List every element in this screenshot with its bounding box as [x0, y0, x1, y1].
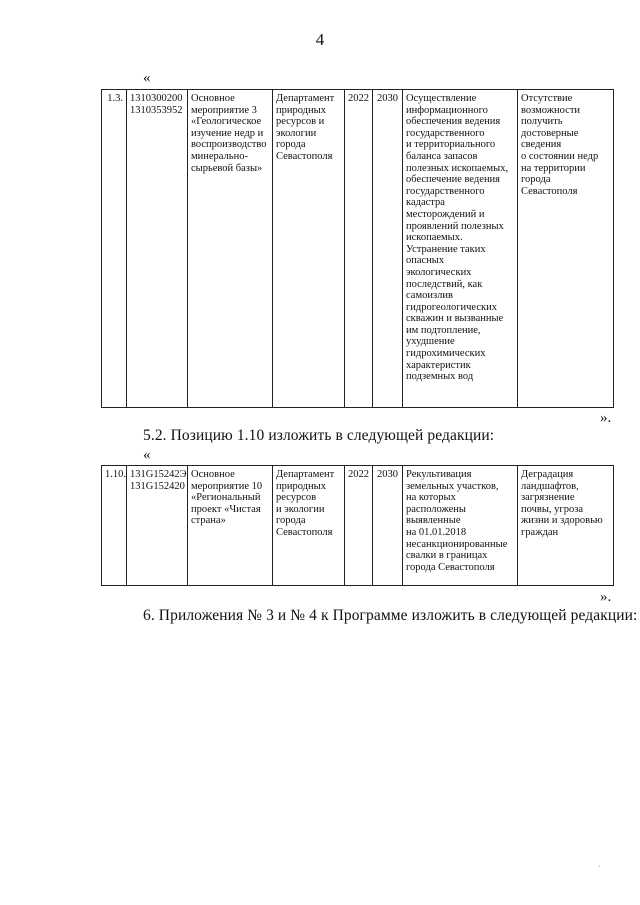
cell-line: 131G152420: [130, 480, 185, 492]
cell-line: получить: [521, 116, 563, 128]
heading-6: 6. Приложения № 3 и № 4 к Программе изложить в следующей редакции:: [143, 607, 638, 624]
cell-line: Севастополя: [276, 526, 333, 538]
cell-year-start: 2022: [345, 90, 373, 408]
cell-line: города: [521, 174, 551, 186]
cell-line: загрязнение: [521, 492, 575, 504]
open-quote-1: «: [143, 70, 151, 86]
cell-line: ландшафтов,: [521, 480, 579, 492]
cell-line: им подтопление,: [406, 324, 481, 336]
cell-line: и экологии: [276, 503, 325, 515]
cell-year-end: 2030: [373, 466, 403, 586]
cell-line: изучение недр и: [191, 127, 264, 139]
close-quote-1: ».: [600, 410, 612, 426]
table-row: [102, 466, 614, 586]
cell-line: сырьевой базы»: [191, 162, 263, 174]
cell-line: Департамент: [276, 93, 335, 104]
cell-line: природных: [276, 480, 326, 492]
cell-line: мероприятие 3: [191, 104, 257, 116]
cell-line: гидрохимических: [406, 348, 486, 360]
cell-line: достоверные: [521, 127, 579, 139]
cell-line: мероприятие 10: [191, 480, 263, 492]
cell-line: проявлений полезных: [406, 220, 504, 232]
cell-line: Департамент: [276, 469, 335, 480]
cell-line: Устранение таких: [406, 243, 486, 255]
close-quote-2: ».: [600, 589, 612, 605]
cell-line: опасных: [406, 255, 445, 267]
cell-result: [403, 466, 518, 586]
cell-line: возможности: [521, 104, 581, 116]
cell-line: обеспечения ведения: [406, 116, 501, 128]
cell-line: государственного: [406, 185, 485, 197]
cell-year-start: 2022: [345, 466, 373, 586]
cell-line: Деградация: [521, 469, 574, 480]
cell-line: Основное: [191, 469, 235, 480]
cell-line: города Севастополя: [406, 561, 495, 573]
cell-line: баланса запасов: [406, 150, 478, 162]
cell-codes: [127, 466, 188, 586]
table-row: [102, 90, 614, 408]
cell-line: Рекультивация: [406, 469, 472, 480]
open-quote-2: «: [143, 447, 151, 463]
cell-line: свалки в границах: [406, 550, 488, 562]
cell-line: Севастополя: [521, 185, 578, 197]
cell-risk: [518, 466, 614, 586]
cell-line: и территориального: [406, 139, 496, 151]
cell-line: последствий, как: [406, 278, 483, 290]
cell-line: расположены: [406, 503, 466, 515]
scan-speck: ·: [598, 862, 601, 871]
cell-line: 1310353952: [130, 104, 183, 116]
cell-line: Отсутствие: [521, 93, 573, 104]
cell-line: Осуществление: [406, 93, 477, 104]
cell-line: ресурсов и: [276, 116, 325, 128]
cell-codes: [127, 90, 188, 408]
table-position-1-3: [101, 89, 614, 408]
cell-line: характеристик: [406, 359, 471, 371]
cell-line: государственного: [406, 127, 485, 139]
cell-line: информационного: [406, 104, 488, 116]
cell-line: страна»: [191, 515, 226, 527]
cell-line: «Региональный: [191, 492, 261, 504]
cell-line: на 01.01.2018: [406, 526, 467, 538]
cell-line: почвы, угроза: [521, 503, 584, 515]
cell-line: «Геологическое: [191, 116, 262, 128]
cell-num: 1.3.: [102, 90, 127, 408]
cell-line: экологических: [406, 266, 472, 278]
page-number: 4: [315, 30, 325, 49]
cell-num: 1.10.: [102, 466, 127, 586]
cell-risk: [518, 90, 614, 408]
cell-line: города: [276, 139, 306, 151]
cell-line: ископаемых.: [406, 232, 463, 244]
cell-line: месторождений и: [406, 208, 485, 220]
cell-line: выявленные: [406, 515, 461, 527]
cell-line: экологии: [276, 127, 317, 139]
cell-event: [188, 466, 273, 586]
cell-line: на которых: [406, 492, 456, 504]
cell-result: [403, 90, 518, 408]
heading-5-2: 5.2. Позицию 1.10 изложить в следующей редакции:: [143, 427, 495, 444]
cell-line: жизни и здоровью: [521, 515, 603, 527]
cell-line: полезных ископаемых,: [406, 162, 509, 174]
cell-line: сведения: [521, 139, 562, 151]
cell-dept: [273, 90, 345, 408]
cell-line: гидрогеологических: [406, 301, 497, 313]
cell-line: воспроизводство: [191, 139, 267, 151]
cell-line: минерально-: [191, 150, 248, 162]
cell-line: 1310300200: [130, 93, 183, 104]
cell-line: земельных участков,: [406, 480, 499, 492]
cell-line: несанкционированные: [406, 538, 508, 550]
cell-line: скважин и вызванные: [406, 313, 504, 325]
cell-line: кадастра: [406, 197, 445, 209]
cell-line: ресурсов: [276, 492, 317, 504]
cell-line: граждан: [521, 526, 559, 538]
cell-line: Основное: [191, 93, 235, 104]
cell-line: обеспечение ведения: [406, 174, 501, 186]
cell-line: самоизлив: [406, 290, 453, 302]
cell-line: о состоянии недр: [521, 150, 599, 162]
cell-dept: [273, 466, 345, 586]
cell-line: природных: [276, 104, 326, 116]
cell-line: Севастополя: [276, 150, 333, 162]
cell-line: 131G15242Э: [130, 469, 187, 480]
cell-event: [188, 90, 273, 408]
table-position-1-10: [101, 465, 614, 586]
cell-line: проект «Чистая: [191, 503, 261, 515]
cell-line: подземных вод: [406, 371, 474, 383]
cell-year-end: 2030: [373, 90, 403, 408]
cell-line: ухудшение: [406, 336, 455, 348]
cell-line: на территории: [521, 162, 586, 174]
cell-line: города: [276, 515, 306, 527]
